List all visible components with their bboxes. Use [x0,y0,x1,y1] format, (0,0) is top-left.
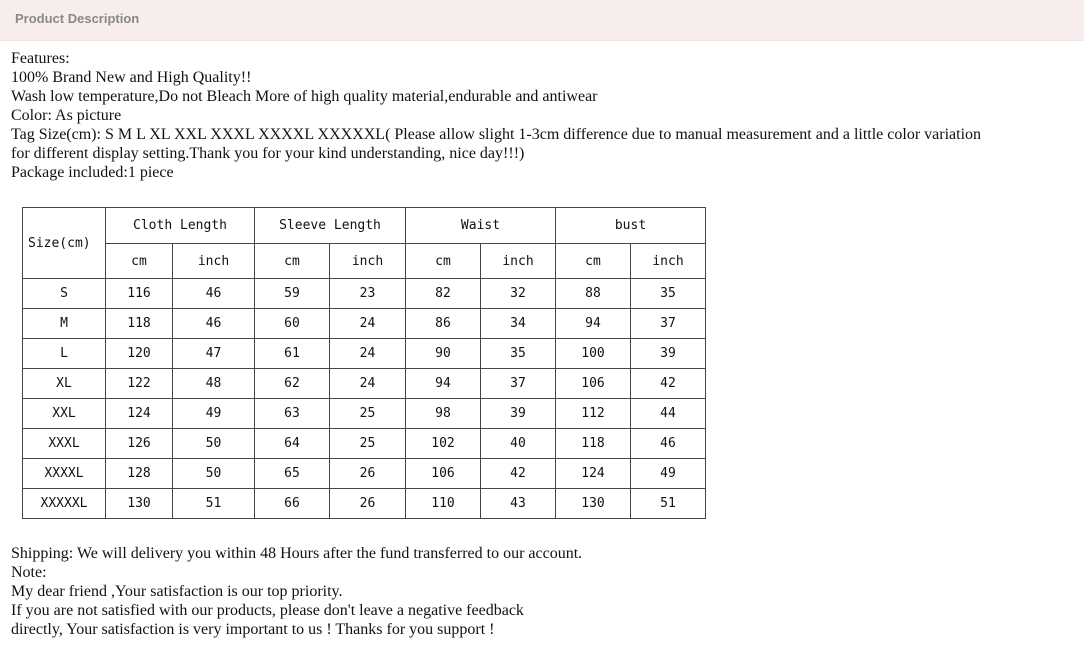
measurement-cell: 35 [481,339,556,369]
measurement-cell: 49 [173,399,255,429]
size-label-cell: L [23,339,106,369]
group-header-sleeve-length: Sleeve Length [255,208,406,244]
unit-header: cm [406,244,481,279]
measurement-cell: 106 [556,369,631,399]
measurement-cell: 39 [631,339,706,369]
measurement-cell: 35 [631,279,706,309]
measurement-cell: 42 [481,459,556,489]
features-line: Features: [11,50,70,67]
measurement-cell: 46 [631,429,706,459]
measurement-cell: 49 [631,459,706,489]
measurement-cell: 126 [106,429,173,459]
size-label-cell: M [23,309,106,339]
features-line: Package included:1 piece [11,164,174,181]
features-text [11,49,981,182]
size-label-cell: XXL [23,399,106,429]
measurement-cell: 94 [556,309,631,339]
measurement-cell: 51 [173,489,255,519]
measurement-cell: 98 [406,399,481,429]
table-row [23,279,706,309]
size-label-cell: XXXL [23,429,106,459]
measurement-cell: 124 [106,399,173,429]
measurement-cell: 26 [330,489,406,519]
footer-line: Note: [11,564,47,581]
measurement-cell: 120 [106,339,173,369]
measurement-cell: 116 [106,279,173,309]
measurement-cell: 50 [173,459,255,489]
shipping-notes-text [11,544,582,639]
unit-header: inch [173,244,255,279]
measurement-cell: 82 [406,279,481,309]
footer-line: Shipping: We will delivery you within 48 Hours after the fund transferred to our account. [11,545,583,562]
measurement-cell: 26 [330,459,406,489]
size-label-cell: XXXXL [23,459,106,489]
features-line: Color: As picture [11,107,122,124]
measurement-cell: 59 [255,279,330,309]
measurement-cell: 32 [481,279,556,309]
table-row [23,339,706,369]
measurement-cell: 48 [173,369,255,399]
group-header-cloth-length: Cloth Length [106,208,255,244]
measurement-cell: 118 [106,309,173,339]
features-line: 100% Brand New and High Quality!! [11,69,252,86]
measurement-cell: 25 [330,399,406,429]
measurement-cell: 39 [481,399,556,429]
measurement-cell: 24 [330,309,406,339]
group-header-bust: bust [556,208,706,244]
size-table-body [23,279,706,519]
table-row [23,399,706,429]
measurement-cell: 61 [255,339,330,369]
measurement-cell: 130 [106,489,173,519]
measurement-cell: 124 [556,459,631,489]
measurement-cell: 42 [631,369,706,399]
section-title: Product Description [15,11,140,26]
measurement-cell: 128 [106,459,173,489]
measurement-cell: 112 [556,399,631,429]
measurement-cell: 122 [106,369,173,399]
measurement-cell: 37 [481,369,556,399]
unit-header: cm [556,244,631,279]
measurement-cell: 64 [255,429,330,459]
measurement-cell: 110 [406,489,481,519]
unit-header: cm [106,244,173,279]
measurement-cell: 51 [631,489,706,519]
group-header-waist: Waist [406,208,556,244]
features-line: Tag Size(cm): S M L XL XXL XXXL XXXXL XXXXXL( Please allow slight 1-3cm difference due to manual measurement and a little color variation [11,126,982,143]
measurement-cell: 88 [556,279,631,309]
measurement-cell: 90 [406,339,481,369]
measurement-cell: 66 [255,489,330,519]
table-row [23,309,706,339]
measurement-cell: 130 [556,489,631,519]
size-label-cell: S [23,279,106,309]
measurement-cell: 118 [556,429,631,459]
measurement-cell: 37 [631,309,706,339]
measurement-cell: 24 [330,369,406,399]
unit-header: inch [330,244,406,279]
footer-line: directly, Your satisfaction is very important to us ! Thanks for you support ! [11,621,495,638]
measurement-cell: 94 [406,369,481,399]
measurement-cell: 65 [255,459,330,489]
size-label-cell: XL [23,369,106,399]
measurement-cell: 24 [330,339,406,369]
table-row [23,489,706,519]
features-line: Wash low temperature,Do not Bleach More of high quality material,endurable and antiwear [11,88,598,105]
measurement-cell: 106 [406,459,481,489]
size-label-cell: XXXXXL [23,489,106,519]
measurement-cell: 60 [255,309,330,339]
measurement-cell: 46 [173,279,255,309]
size-chart-table [22,207,706,519]
measurement-cell: 50 [173,429,255,459]
measurement-cell: 34 [481,309,556,339]
table-row [23,459,706,489]
table-row [23,429,706,459]
footer-line: My dear friend ,Your satisfaction is our top priority. [11,583,343,600]
table-row [23,369,706,399]
measurement-cell: 23 [330,279,406,309]
unit-header: cm [255,244,330,279]
measurement-cell: 25 [330,429,406,459]
measurement-cell: 102 [406,429,481,459]
unit-header: inch [631,244,706,279]
measurement-cell: 100 [556,339,631,369]
measurement-cell: 44 [631,399,706,429]
size-column-header: Size(cm) [23,208,106,279]
measurement-cell: 47 [173,339,255,369]
unit-header: inch [481,244,556,279]
measurement-cell: 40 [481,429,556,459]
features-line: for different display setting.Thank you for your kind understanding, nice day!!!) [11,145,525,162]
measurement-cell: 86 [406,309,481,339]
measurement-cell: 62 [255,369,330,399]
footer-line: If you are not satisfied with our products, please don't leave a negative feedback [11,602,524,619]
measurement-cell: 46 [173,309,255,339]
measurement-cell: 43 [481,489,556,519]
product-description-header [0,0,1084,41]
measurement-cell: 63 [255,399,330,429]
